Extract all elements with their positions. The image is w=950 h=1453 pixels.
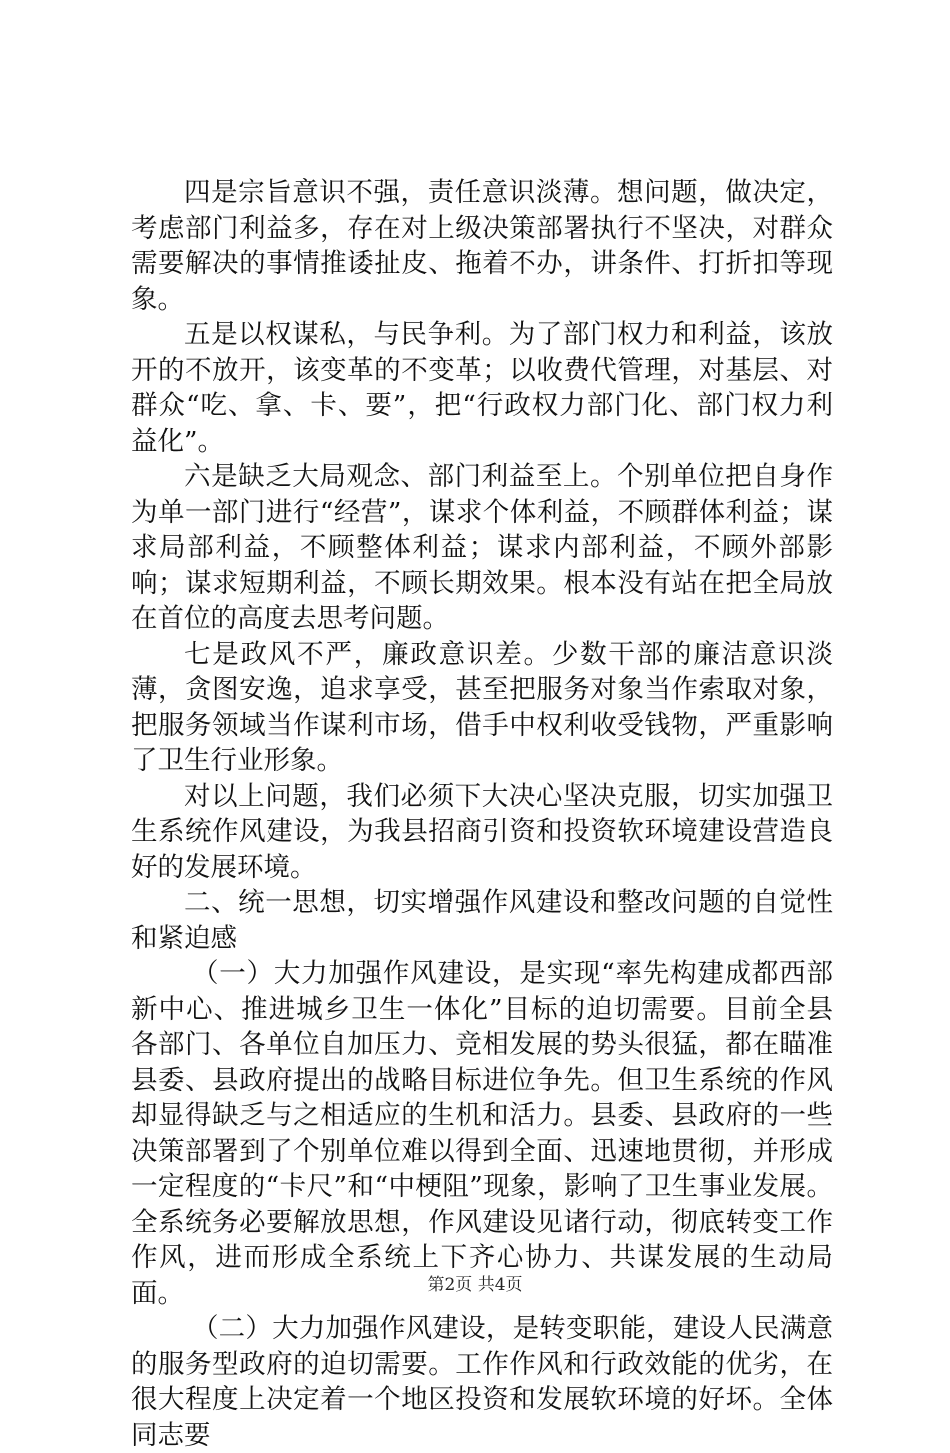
paragraph-4: 四是宗旨意识不强，责任意识淡薄。想问题，做决定，考虑部门利益多，存在对上级决策部署执行不坚决，对群众需要解决的事情推诿扯皮、拖着不办，讲条件、打折扣等现象。 [131, 177, 833, 315]
paragraph-7: 七是政风不严，廉政意识差。少数干部的廉洁意识淡薄，贪图安逸，追求享受，甚至把服务对象当作索取对象，把服务领域当作谋利市场，借手中权利收受钱物，严重影响了卫生行业形象。 [131, 638, 833, 776]
page-footer: 第2页 共4页 [427, 1275, 523, 1295]
paragraph-5: 五是以权谋私，与民争利。为了部门权力和利益，该放开的不放开，该变革的不变革；以收费代管理，对基层、对群众“吃、拿、卡、要”，把“行政权力部门化、部门权力利益化”。 [131, 319, 833, 457]
paragraph-summary: 对以上问题，我们必须下大决心坚决克服，切实加强卫生系统作风建设，为我县招商引资和投资软环境建设营造良好的发展环境。 [131, 780, 833, 883]
paragraph-6: 六是缺乏大局观念、部门利益至上。个别单位把自身作为单一部门进行“经营”，谋求个体利益，不顾群体利益；谋求局部利益，不顾整体利益；谋求内部利益，不顾外部影响；谋求短期利益，不顾长期效果。根本没有站在把全局放在首位的高度去思考问题。 [131, 461, 833, 634]
subsection-1: （一）大力加强作风建设，是实现“率先构建成都西部新中心、推进城乡卫生一体化”目标的迫切需要。目前全县各部门、各单位自加压力、竞相发展的势头很猛，都在瞄准县委、县政府提出的战略目标进位争先。但卫生系统的作风却显得缺乏与之相适应的生机和活力。县委、县政府的一些决策部署到了个别单位难以得到全面、迅速地贯彻，并形成一定程度的“卡尺”和“中梗阻”现象，影响了卫生事业发展。全系统务必要解放思想，作风建设见诸行动，彻底转变工作作风，进而形成全系统上下齐心协力、共谋发展的生动局面。 [131, 958, 833, 1309]
document-body [131, 175, 833, 1453]
section-heading-2: 二、统一思想，切实增强作风建设和整改问题的自觉性和紧迫感 [131, 887, 833, 954]
subsection-2: （二）大力加强作风建设，是转变职能，建设人民满意的服务型政府的迫切需要。工作作风和行政效能的优劣，在很大程度上决定着一个地区投资和发展软环境的好坏。全体同志要 [131, 1313, 833, 1451]
